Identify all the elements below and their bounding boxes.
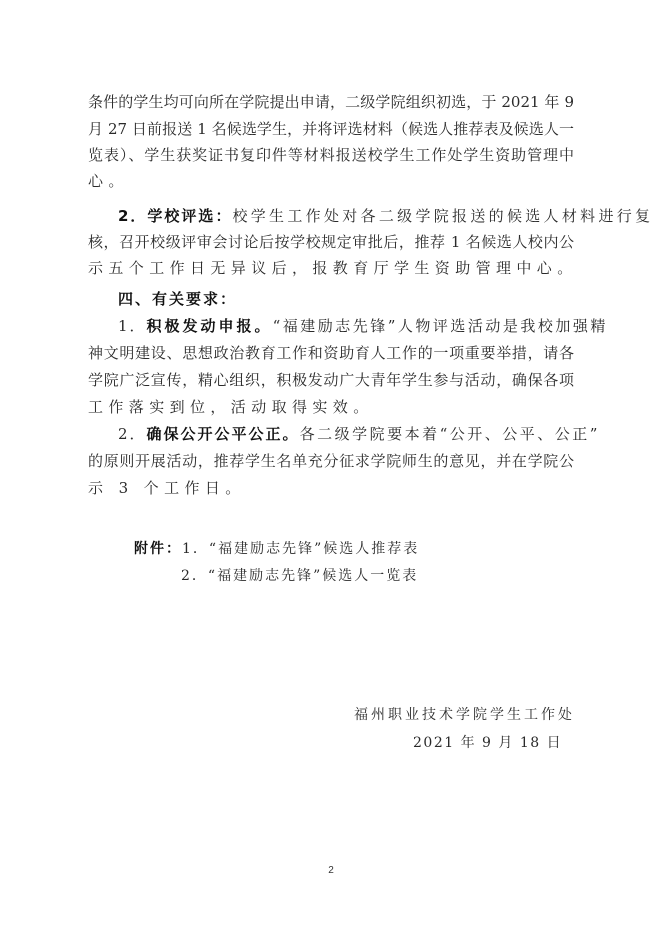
paragraph-line: 条件的学生均可向所在学院提出申请，二级学院组织初选，于 2021 年 9: [88, 93, 574, 111]
paragraph-line: 各二级学院要本着“公开、公平、公正”: [299, 425, 600, 443]
signature-date: 2021 年 9 月 18 日: [413, 735, 563, 751]
section-heading: 四、有关要求：: [118, 290, 238, 308]
paragraph-line: 的原则开展活动，推荐学生名单充分征求学院师生的意见，并在学院公: [88, 452, 574, 470]
paragraph-line: 心。: [88, 172, 129, 190]
attachments-block: [134, 539, 419, 559]
paragraph-line: 核，召开校级评审会讨论后按学校规定审批后，推荐 1 名候选人校内公: [88, 233, 574, 251]
requirement-1-first-line: [118, 316, 608, 336]
requirement-2-first-line: [118, 424, 600, 444]
signature-organization: 福州职业技术学院学生工作处: [354, 707, 575, 723]
paragraph-line: “福建励志先锋”人物评选活动是我校加强精: [272, 317, 608, 335]
paragraph-line: 校学生工作处对各二级学院报送的候选人材料进行复: [232, 207, 654, 225]
attachment-item: 1．“福建励志先锋”候选人推荐表: [182, 541, 420, 557]
paragraph-line: 览表）、学生获奖证书复印件等材料报送校学生工作处学生资助管理中: [88, 146, 574, 164]
paragraph-line: 示 3 个工作日。: [88, 479, 246, 497]
paragraph-line: 示五个工作日无异议后，报教育厅学生资助管理中心。: [88, 259, 578, 277]
attachments-label: 附件：: [134, 541, 182, 557]
paragraph-line: 月 27 日前报送 1 名候选学生，并将评选材料（候选人推荐表及候选人一: [88, 120, 574, 138]
requirement-number: 1．: [118, 317, 147, 335]
requirement-label: 积极发动申报。: [146, 317, 273, 335]
paragraph-line: 工作落实到位，活动取得实效。: [88, 398, 374, 416]
school-selection-label: 2．学校评选：: [118, 207, 233, 225]
school-selection-first-line: [118, 206, 654, 226]
attachment-item: 2．“福建励志先锋”候选人一览表: [181, 568, 419, 584]
paragraph-line: 神文明建设、思想政治教育工作和资助育人工作的一项重要举措，请各: [88, 344, 574, 362]
requirement-number: 2．: [118, 425, 147, 443]
paragraph-line: 学院广泛宣传，精心组织，积极发动广大青年学生参与活动，确保各项: [88, 371, 574, 389]
page-number: 2: [328, 865, 334, 876]
requirement-label: 确保公开公平公正。: [146, 425, 300, 443]
